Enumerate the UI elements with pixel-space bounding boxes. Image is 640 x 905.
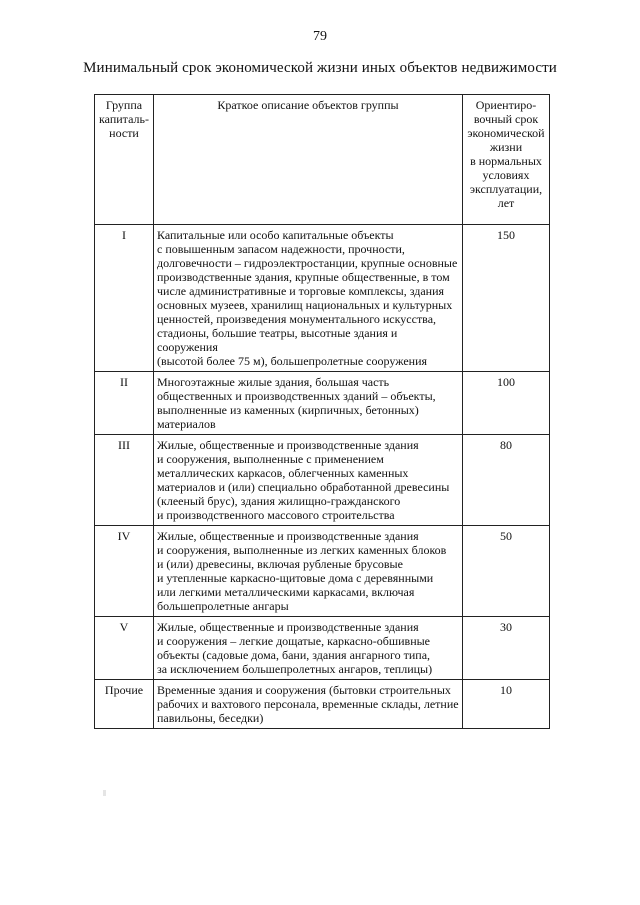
row-description: Капитальные или особо капитальные объекты с повышенным запасом надежности, прочности, долговечности – гидроэлектростанции, крупные основные производственные здания, крупные общественные, в том числе административные и торговые комплексы, здания основных музеев, хранилищ национальных и культурных ценностей, произведения монументального искусства, стадионы, большие театры, высотные здания и сооружения (высотой более 75 м), большепролетные сооружения	[154, 225, 463, 372]
table-row	[95, 225, 550, 372]
row-group: Прочие	[95, 680, 154, 729]
page-number: 79	[313, 29, 327, 44]
row-term: 80	[463, 435, 550, 526]
economic-life-table	[94, 94, 550, 729]
header-description: Краткое описание объектов группы	[154, 95, 463, 225]
row-description: Многоэтажные жилые здания, большая часть общественных и производственных зданий – объекты, выполненные из каменных (кирпичных, бетонных) материалов	[154, 372, 463, 435]
row-description: Жилые, общественные и производственные здания и сооружения, выполненные из легких каменных блоков и (или) древесины, включая рубленые брусовые и утепленные каркасно-щитовые дома с деревянными или легкими металлическими каркасами, включая большепролетные ангары	[154, 526, 463, 617]
table-row	[95, 526, 550, 617]
row-term: 10	[463, 680, 550, 729]
table-row	[95, 372, 550, 435]
scan-speck	[103, 790, 106, 796]
row-group: III	[95, 435, 154, 526]
row-term: 150	[463, 225, 550, 372]
row-group: IV	[95, 526, 154, 617]
row-term: 100	[463, 372, 550, 435]
row-term: 50	[463, 526, 550, 617]
table-row	[95, 680, 550, 729]
row-group: V	[95, 617, 154, 680]
page-title: Минимальный срок экономической жизни иных объектов недвижимости	[83, 60, 557, 76]
table-header-row	[95, 95, 550, 225]
row-term: 30	[463, 617, 550, 680]
table-row	[95, 617, 550, 680]
row-description: Временные здания и сооружения (бытовки строительных рабочих и вахтового персонала, временные склады, летние павильоны, беседки)	[154, 680, 463, 729]
header-group: Группа капиталь- ности	[95, 95, 154, 225]
row-description: Жилые, общественные и производственные здания и сооружения, выполненные с применением металлических каркасов, облегченных каменных материалов и (или) специально обработанной древесины (клееный брус), здания жилищно-гражданского и производственного массового строительства	[154, 435, 463, 526]
row-description: Жилые, общественные и производственные здания и сооружения – легкие дощатые, каркасно-обшивные объекты (садовые дома, бани, здания ангарного типа, за исключением большепролетных ангаров, теплицы)	[154, 617, 463, 680]
row-group: I	[95, 225, 154, 372]
table-row	[95, 435, 550, 526]
header-term: Ориентиро- вочный срок экономической жизни в нормальных условиях эксплуатации, лет	[463, 95, 550, 225]
row-group: II	[95, 372, 154, 435]
